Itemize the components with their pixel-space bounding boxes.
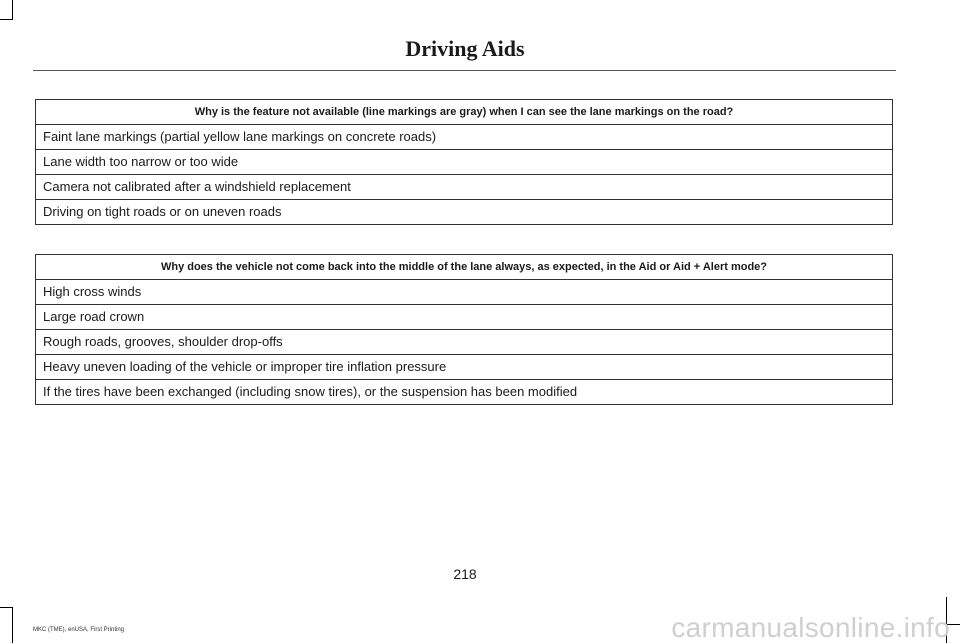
table-cell: Camera not calibrated after a windshield replacement: [36, 175, 893, 200]
table-row: [36, 175, 893, 200]
table-header-row: [36, 255, 893, 280]
table-cell: High cross winds: [36, 280, 893, 305]
table-row: [36, 280, 893, 305]
table-row: [36, 330, 893, 355]
page-header-title: Driving Aids: [405, 36, 525, 61]
table-cell: Heavy uneven loading of the vehicle or improper tire inflation pressure: [36, 355, 893, 380]
faq-table-lane-centering: [35, 254, 893, 405]
table-header-row: [36, 100, 893, 125]
table-heading: Why does the vehicle not come back into the middle of the lane always, as expected, in the Aid or Aid + Alert mode?: [36, 255, 893, 280]
table-cell: Driving on tight roads or on uneven roads: [36, 200, 893, 225]
table-heading: Why is the feature not available (line markings are gray) when I can see the lane markings on the road?: [36, 100, 893, 125]
table-row: [36, 355, 893, 380]
crop-mark-top-left-horizontal: [0, 19, 13, 20]
table-row: [36, 150, 893, 175]
edition-footer: MKC (TME), enUSA, First Printing: [33, 627, 125, 633]
table-row: [36, 125, 893, 150]
table-cell: Rough roads, grooves, shoulder drop-offs: [36, 330, 893, 355]
table-row: [36, 200, 893, 225]
header-rule: [33, 70, 896, 71]
crop-mark-bottom-left-horizontal: [0, 607, 13, 608]
table-cell: If the tires have been exchanged (including snow tires), or the suspension has been modified: [36, 380, 893, 405]
table-cell: Faint lane markings (partial yellow lane markings on concrete roads): [36, 125, 893, 150]
table-row: [36, 305, 893, 330]
table-cell: Large road crown: [36, 305, 893, 330]
watermark: carmanualsonline.info: [671, 612, 950, 643]
crop-mark-bottom-left-vertical: [12, 607, 13, 643]
crop-mark-top-left-vertical: [12, 0, 13, 20]
table-row: [36, 380, 893, 405]
table-cell: Lane width too narrow or too wide: [36, 150, 893, 175]
page-number: 218: [453, 566, 477, 582]
faq-table-feature-unavailable: [35, 99, 893, 225]
